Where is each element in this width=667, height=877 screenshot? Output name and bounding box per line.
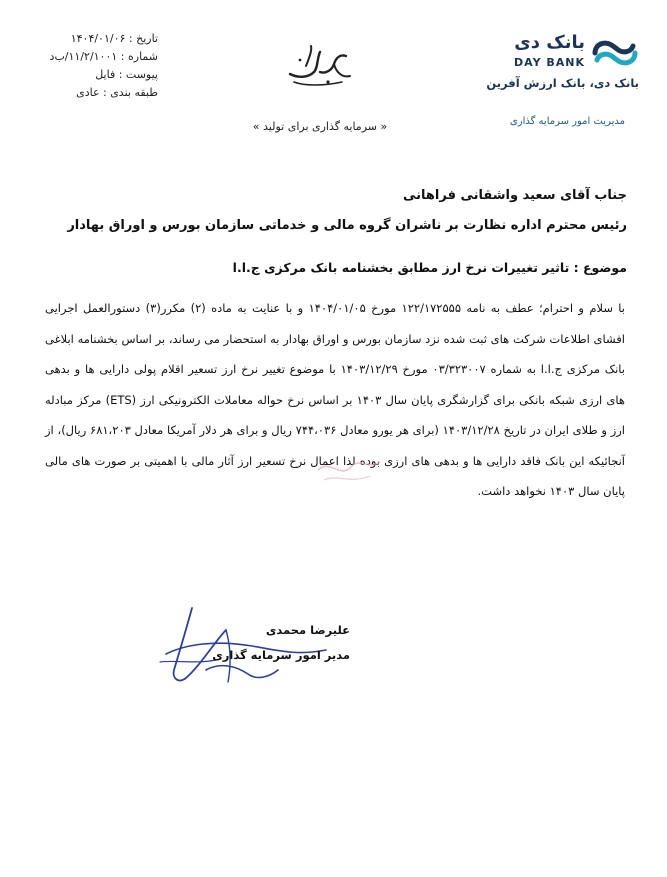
bank-name-fa: بانک دی xyxy=(514,32,585,53)
letter-classification: طبقه بندی : عادی xyxy=(76,86,158,99)
stamp-watermark-icon xyxy=(310,440,390,500)
day-bank-logo xyxy=(486,30,639,130)
signatory-name: علیرضا محمدی xyxy=(265,623,350,637)
slogan: « سرمایه گذاری برای تولید » xyxy=(252,120,388,133)
letter-number: شماره : ۱۱/۲/۱۰۰۱/ب‌د xyxy=(49,50,158,63)
letter-meta xyxy=(38,30,158,102)
letter-attachment: پیوست : فایل xyxy=(95,68,158,81)
department-name: مدیریت امور سرمایه گذاری xyxy=(509,116,625,127)
bank-tagline: بانک دی، بانک ارزش آفرین xyxy=(486,76,639,90)
recipient-title: رئیس محترم اداره نظارت بر ناشران گروه مالی و خدماتی سازمان بورس و اوراق بهادار xyxy=(67,218,627,233)
signature-icon xyxy=(156,600,356,690)
bismillah-calligraphy-icon xyxy=(284,44,354,88)
signatory-title: مدیر امور سرمایه گذاری xyxy=(212,648,350,662)
recipient-name: جناب آقای سعید واشقانی فراهانی xyxy=(402,188,627,203)
letter-body: با سلام و احترام؛ عطف به نامه ۱۲۲/۱۷۲۵۵۵ مورخ ۱۴۰۴/۰۱/۰۵ و با عنایت به ماده (۲) مکرر(۳) دستورالعمل اجرایی افشای اطلاعات شرکت های ثبت شده نزد سازمان بورس و اوراق بهادار به استحضار می رساند، بر اساس بخشنامه ابلاغی بانک مرکزی ج.ا.ا به شماره ۰۳/۳۲۳۰۰۷ مورخ ۱۴۰۳/۱۲/۲۹ با موضوع تغییر نرخ ارز تسعیر اقلام پولی دارایی ها و بدهی های ارزی شبکه بانکی برای گزارشگری پایان سال ۱۴۰۳ بر اساس نرخ حواله معاملات الکترونیکی ارز (ETS) مرکز مبادله ارز و طلای ایران در تاریخ ۱۴۰۳/۱۲/۲۸ (برای هر یورو معادل ۷۴۴،۰۳۶ ریال و برای هر دلار آمریکا معادل ۶۸۱،۲۰۳ ریال)، از آنجائیکه این بانک فاقد دارایی ها و بدهی های ارزی بوده لذا اعمال نرخ تسعیر ارز آثار مالی با اهمیتی بر صورت های مالی پایان سال ۱۴۰۳ نخواهد داشت. xyxy=(45,301,626,498)
letter-subject: موضوع : تاثیر تغییرات نرخ ارز مطابق بخشنامه بانک مرکزی ج.ا.ا xyxy=(232,260,627,275)
bank-name-en: DAY BANK xyxy=(513,56,585,69)
letter-date: تاریخ : ۱۴۰۴/۰۱/۰۶ xyxy=(70,32,158,45)
day-bank-mark-icon xyxy=(591,36,639,70)
